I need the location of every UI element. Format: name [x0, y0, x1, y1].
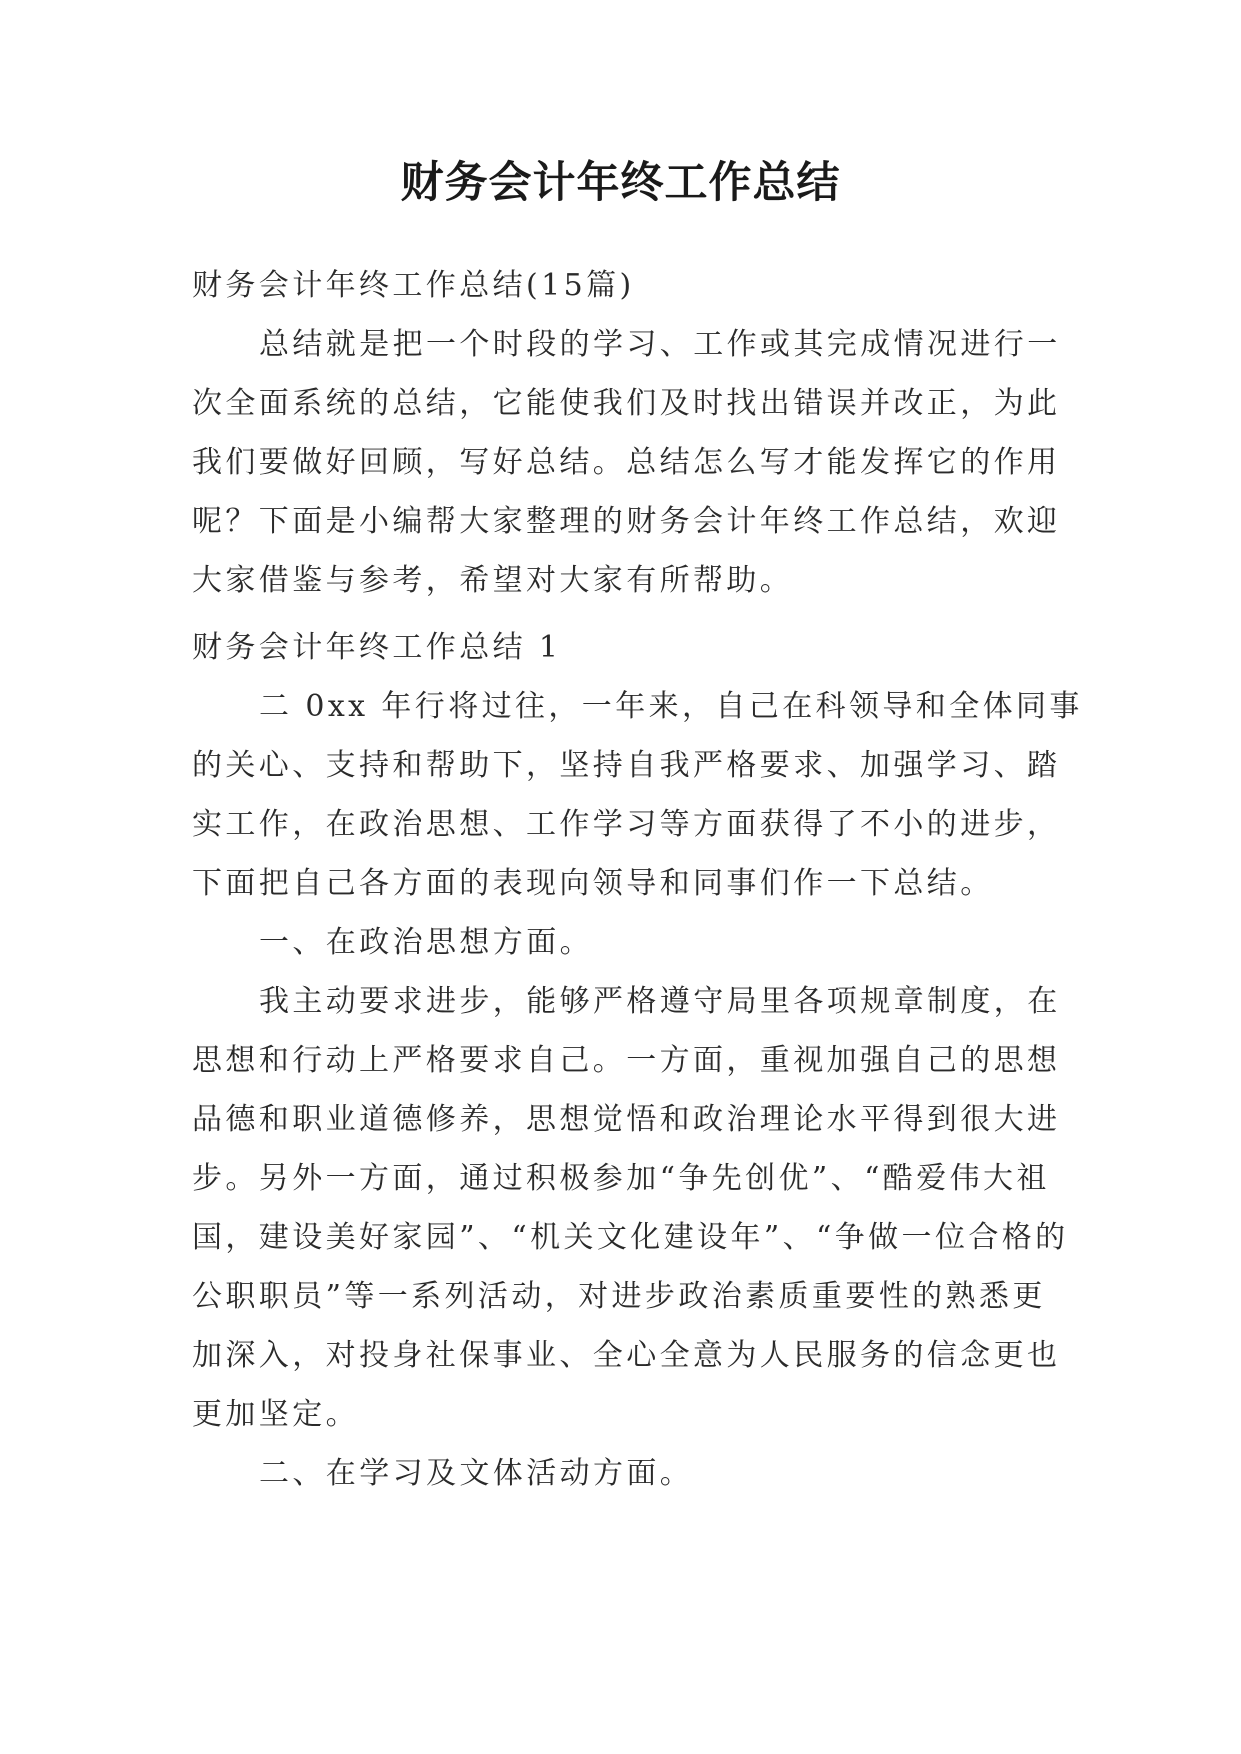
intro-line: 大家借鉴与参考，希望对大家有所帮助。 [192, 563, 794, 598]
section-1-line: 下面把自己各方面的表现向领导和同事们作一下总结。 [192, 866, 994, 901]
intro-line: 我们要做好回顾，写好总结。总结怎么写才能发挥它的作用 [192, 445, 1061, 480]
section-1-block [192, 618, 1083, 1503]
section-1-line: 更加坚定。 [192, 1397, 359, 1432]
intro-block [192, 256, 1060, 610]
intro-line: 呢？下面是小编帮大家整理的财务会计年终工作总结，欢迎 [192, 504, 1061, 539]
intro-line: 总结就是把一个时段的学习、工作或其完成情况进行一 [259, 327, 1061, 362]
section-1-line: 加深入，对投身社保事业、全心全意为人民服务的信念更也 [192, 1338, 1061, 1373]
section-1-line: 思想和行动上严格要求自己。一方面，重视加强自己的思想 [192, 1043, 1061, 1078]
section-1-line: 实工作，在政治思想、工作学习等方面获得了不小的进步， [192, 807, 1061, 842]
intro-line: 次全面系统的总结，它能使我们及时找出错误并改正，为此 [192, 386, 1061, 421]
section-1-point-2: 二、在学习及文体活动方面。 [259, 1456, 694, 1491]
intro-heading: 财务会计年终工作总结(15篇) [192, 268, 635, 303]
section-1-line: 品德和职业道德修养，思想觉悟和政治理论水平得到很大进 [192, 1102, 1061, 1137]
section-1-line: 二 0xx 年行将过往，一年来，自己在科领导和全体同事 [259, 689, 1083, 724]
section-1-heading: 财务会计年终工作总结 1 [192, 630, 562, 665]
section-1-line: 公职职员”等一系列活动，对进步政治素质重要性的熟悉更 [192, 1279, 1046, 1314]
section-1-line: 的关心、支持和帮助下，坚持自我严格要求、加强学习、踏 [192, 748, 1061, 783]
section-1-line: 步。另外一方面，通过积极参加“争先创优”、“酷爱伟大祖 [192, 1161, 1050, 1196]
section-1-line: 国，建设美好家园”、“机关文化建设年”、“争做一位合格的 [192, 1220, 1069, 1255]
section-1-line: 我主动要求进步，能够严格遵守局里各项规章制度，在 [259, 984, 1061, 1019]
document-title: 财务会计年终工作总结 [400, 158, 841, 208]
section-1-point-1: 一、在政治思想方面。 [259, 925, 593, 960]
